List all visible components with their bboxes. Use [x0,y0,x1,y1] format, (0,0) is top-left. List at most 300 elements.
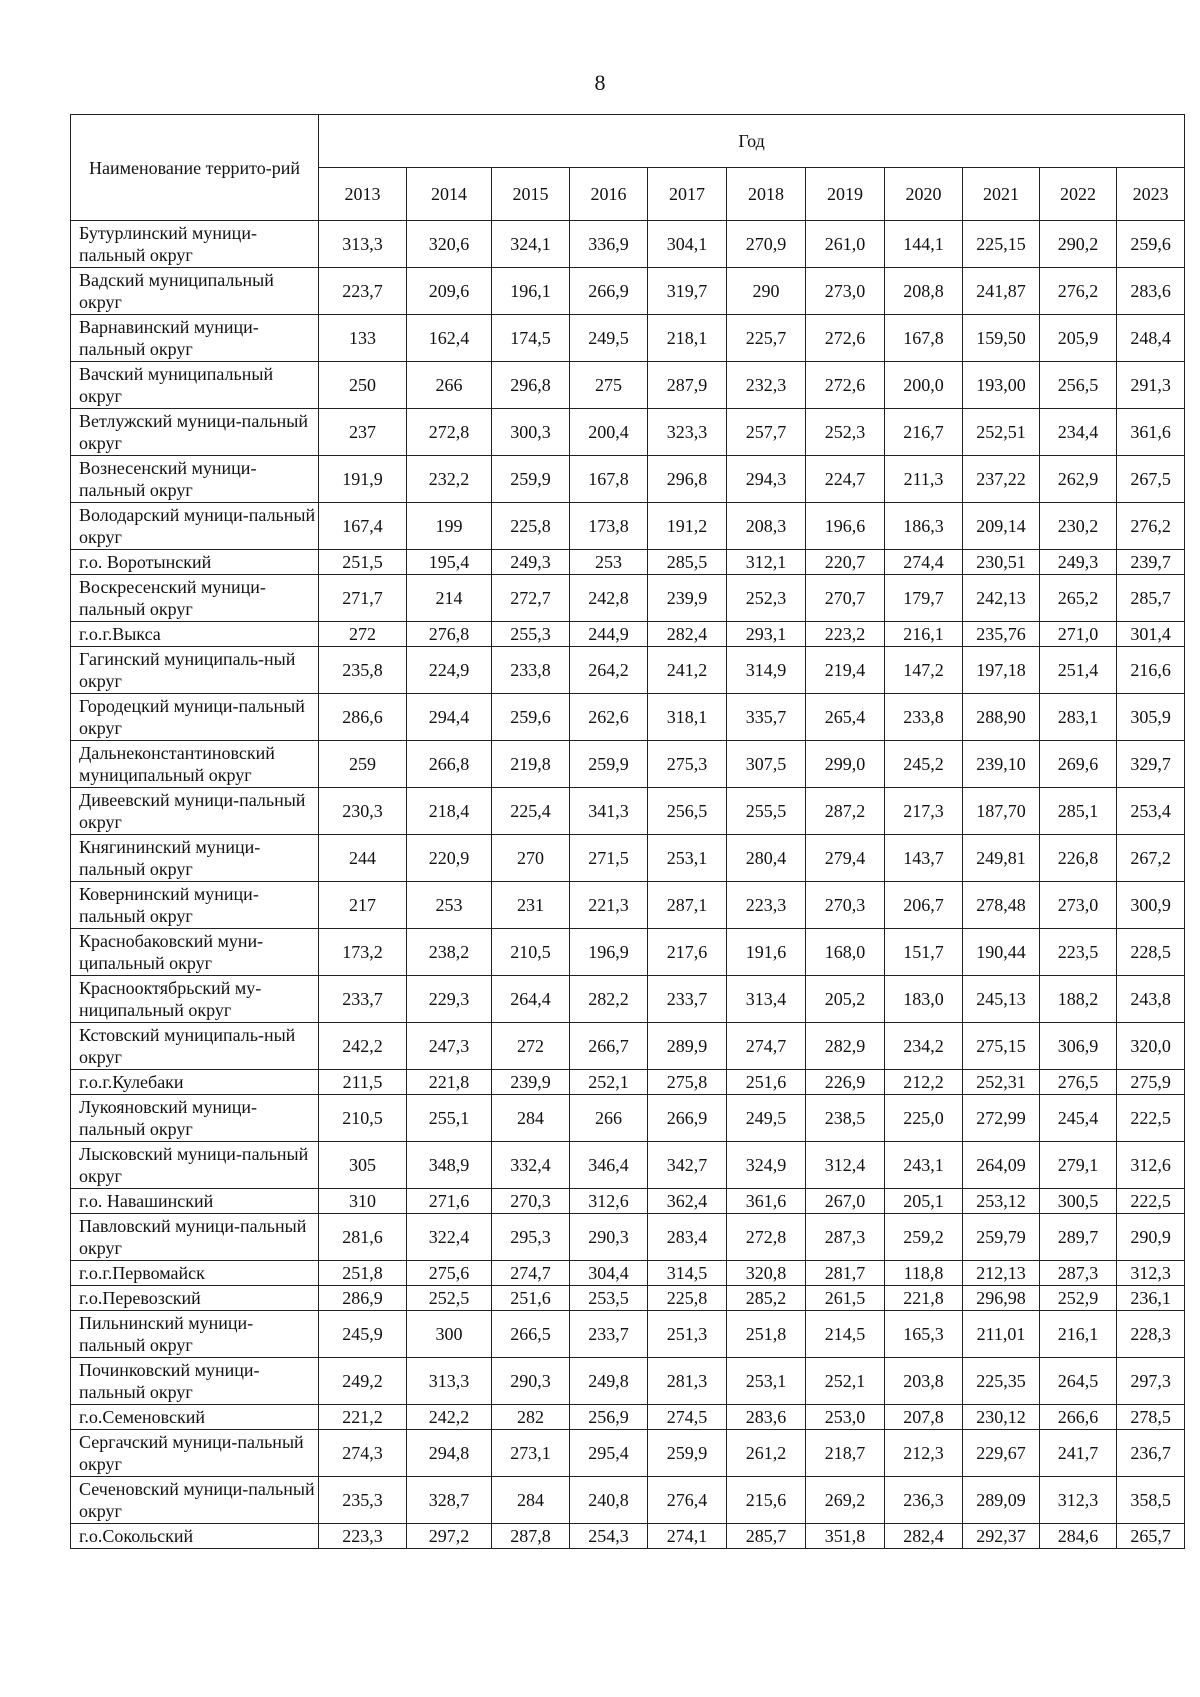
value-cell-2022: 289,7 [1040,1214,1117,1261]
table-row [71,1430,1185,1477]
value-cell-2021: 225,35 [963,1358,1040,1405]
value-cell-2019: 273,0 [806,268,885,315]
value-cell-2013: 167,4 [319,503,407,550]
value-cell-2015: 295,3 [492,1214,570,1261]
value-cell-2017: 256,5 [648,788,727,835]
value-cell-2014: 271,6 [407,1189,492,1214]
territory-name: Бутурлинский муници-пальный округ [71,221,319,268]
value-cell-2015: 239,9 [492,1070,570,1095]
value-cell-2015: 210,5 [492,929,570,976]
value-cell-2016: 336,9 [570,221,648,268]
value-cell-2015: 259,6 [492,694,570,741]
value-cell-2016: 249,5 [570,315,648,362]
value-cell-2017: 274,5 [648,1405,727,1430]
value-cell-2021: 275,15 [963,1023,1040,1070]
value-cell-2015: 270 [492,835,570,882]
territory-name: Лысковский муници-пальный округ [71,1142,319,1189]
value-cell-2013: 313,3 [319,221,407,268]
value-cell-2013: 191,9 [319,456,407,503]
value-cell-2015: 290,3 [492,1358,570,1405]
value-cell-2013: 286,6 [319,694,407,741]
value-cell-2014: 266 [407,362,492,409]
value-cell-2016: 233,7 [570,1311,648,1358]
table-row [71,362,1185,409]
value-cell-2021: 237,22 [963,456,1040,503]
value-cell-2017: 318,1 [648,694,727,741]
value-cell-2016: 266,7 [570,1023,648,1070]
year-header-2022: 2022 [1040,168,1117,221]
table-row [71,221,1185,268]
table-row [71,788,1185,835]
table-row [71,315,1185,362]
value-cell-2018: 255,5 [727,788,806,835]
value-cell-2018: 215,6 [727,1477,806,1524]
value-cell-2013: 245,9 [319,1311,407,1358]
territory-name: Починковский муници-пальный округ [71,1358,319,1405]
territory-name: Городецкий муници-пальный округ [71,694,319,741]
value-cell-2016: 242,8 [570,575,648,622]
value-cell-2015: 287,8 [492,1524,570,1549]
value-cell-2023: 285,7 [1117,575,1185,622]
value-cell-2017: 287,1 [648,882,727,929]
value-cell-2014: 252,5 [407,1286,492,1311]
value-cell-2016: 295,4 [570,1430,648,1477]
value-cell-2020: 234,2 [885,1023,963,1070]
value-cell-2018: 294,3 [727,456,806,503]
value-cell-2015: 251,6 [492,1286,570,1311]
value-cell-2018: 223,3 [727,882,806,929]
value-cell-2018: 232,3 [727,362,806,409]
value-cell-2018: 290 [727,268,806,315]
value-cell-2021: 252,31 [963,1070,1040,1095]
value-cell-2014: 247,3 [407,1023,492,1070]
value-cell-2018: 249,5 [727,1095,806,1142]
value-cell-2021: 225,15 [963,221,1040,268]
value-cell-2016: 259,9 [570,741,648,788]
value-cell-2016: 173,8 [570,503,648,550]
value-cell-2019: 287,2 [806,788,885,835]
year-header-2015: 2015 [492,168,570,221]
value-cell-2022: 279,1 [1040,1142,1117,1189]
table-row [71,929,1185,976]
value-cell-2023: 275,9 [1117,1070,1185,1095]
territory-name: Вознесенский муници-пальный округ [71,456,319,503]
value-cell-2015: 296,8 [492,362,570,409]
value-cell-2015: 272,7 [492,575,570,622]
value-cell-2013: 235,3 [319,1477,407,1524]
value-cell-2013: 217 [319,882,407,929]
value-cell-2023: 236,7 [1117,1430,1185,1477]
value-cell-2013: 211,5 [319,1070,407,1095]
value-cell-2022: 269,6 [1040,741,1117,788]
territory-name: г.о.Сокольский [71,1524,319,1549]
value-cell-2013: 133 [319,315,407,362]
territory-name: г.о.Перевозский [71,1286,319,1311]
value-cell-2017: 287,9 [648,362,727,409]
value-cell-2013: 286,9 [319,1286,407,1311]
value-cell-2021: 278,48 [963,882,1040,929]
value-cell-2016: 266 [570,1095,648,1142]
value-cell-2017: 362,4 [648,1189,727,1214]
territory-name: Ветлужский муници-пальный округ [71,409,319,456]
value-cell-2016: 244,9 [570,622,648,647]
table-row [71,456,1185,503]
table-row [71,647,1185,694]
value-cell-2017: 314,5 [648,1261,727,1286]
value-cell-2019: 281,7 [806,1261,885,1286]
value-cell-2013: 230,3 [319,788,407,835]
value-cell-2016: 346,4 [570,1142,648,1189]
value-cell-2019: 312,4 [806,1142,885,1189]
value-cell-2014: 275,6 [407,1261,492,1286]
value-cell-2018: 285,7 [727,1524,806,1549]
value-cell-2016: 200,4 [570,409,648,456]
value-cell-2019: 270,7 [806,575,885,622]
value-cell-2019: 238,5 [806,1095,885,1142]
value-cell-2020: 233,8 [885,694,963,741]
value-cell-2021: 253,12 [963,1189,1040,1214]
year-header-2017: 2017 [648,168,727,221]
value-cell-2020: 118,8 [885,1261,963,1286]
value-cell-2018: 191,6 [727,929,806,976]
value-cell-2021: 230,12 [963,1405,1040,1430]
value-cell-2015: 300,3 [492,409,570,456]
value-cell-2020: 212,2 [885,1070,963,1095]
value-cell-2018: 312,1 [727,550,806,575]
value-cell-2014: 266,8 [407,741,492,788]
table-row [71,575,1185,622]
value-cell-2018: 280,4 [727,835,806,882]
value-cell-2020: 225,0 [885,1095,963,1142]
value-cell-2015: 284 [492,1477,570,1524]
value-cell-2019: 223,2 [806,622,885,647]
territory-name: Кстовский муниципаль-ный округ [71,1023,319,1070]
value-cell-2016: 341,3 [570,788,648,835]
value-cell-2013: 251,8 [319,1261,407,1286]
value-cell-2015: 233,8 [492,647,570,694]
value-cell-2014: 297,2 [407,1524,492,1549]
value-cell-2018: 252,3 [727,575,806,622]
value-cell-2016: 312,6 [570,1189,648,1214]
table-row [71,409,1185,456]
territory-name: Дивеевский муници-пальный округ [71,788,319,835]
territory-name: Пильнинский муници-пальный округ [71,1311,319,1358]
value-cell-2021: 190,44 [963,929,1040,976]
value-cell-2023: 291,3 [1117,362,1185,409]
value-cell-2023: 276,2 [1117,503,1185,550]
value-cell-2014: 209,6 [407,268,492,315]
value-cell-2015: 274,7 [492,1261,570,1286]
value-cell-2020: 221,8 [885,1286,963,1311]
value-cell-2021: 259,79 [963,1214,1040,1261]
value-cell-2018: 208,3 [727,503,806,550]
table-row [71,1477,1185,1524]
value-cell-2016: 275 [570,362,648,409]
value-cell-2014: 224,9 [407,647,492,694]
value-cell-2022: 290,2 [1040,221,1117,268]
value-cell-2015: 225,4 [492,788,570,835]
value-cell-2021: 252,51 [963,409,1040,456]
value-cell-2013: 249,2 [319,1358,407,1405]
value-cell-2022: 256,5 [1040,362,1117,409]
value-cell-2019: 267,0 [806,1189,885,1214]
value-cell-2014: 238,2 [407,929,492,976]
value-cell-2018: 272,8 [727,1214,806,1261]
value-cell-2016: 264,2 [570,647,648,694]
value-cell-2013: 223,3 [319,1524,407,1549]
value-cell-2019: 219,4 [806,647,885,694]
territory-name: Сеченовский муници-пальный округ [71,1477,319,1524]
value-cell-2017: 304,1 [648,221,727,268]
value-cell-2018: 261,2 [727,1430,806,1477]
value-cell-2020: 165,3 [885,1311,963,1358]
value-cell-2023: 259,6 [1117,221,1185,268]
table-row [71,1214,1185,1261]
value-cell-2017: 225,8 [648,1286,727,1311]
value-cell-2022: 245,4 [1040,1095,1117,1142]
territory-name: Краснооктябрьский му-ниципальный округ [71,976,319,1023]
value-cell-2020: 183,0 [885,976,963,1023]
value-cell-2021: 187,70 [963,788,1040,835]
value-cell-2014: 242,2 [407,1405,492,1430]
value-cell-2020: 144,1 [885,221,963,268]
value-cell-2023: 248,4 [1117,315,1185,362]
table-row [71,1524,1185,1549]
value-cell-2023: 361,6 [1117,409,1185,456]
territory-name: г.о. Навашинский [71,1189,319,1214]
year-header-2021: 2021 [963,168,1040,221]
value-cell-2019: 168,0 [806,929,885,976]
value-cell-2018: 253,1 [727,1358,806,1405]
value-cell-2022: 271,0 [1040,622,1117,647]
value-cell-2020: 216,7 [885,409,963,456]
table-row [71,550,1185,575]
value-cell-2020: 211,3 [885,456,963,503]
year-header-2020: 2020 [885,168,963,221]
value-cell-2020: 274,4 [885,550,963,575]
value-cell-2020: 212,3 [885,1430,963,1477]
value-cell-2014: 294,4 [407,694,492,741]
value-cell-2018: 285,2 [727,1286,806,1311]
value-cell-2016: 252,1 [570,1070,648,1095]
value-cell-2019: 224,7 [806,456,885,503]
value-cell-2017: 266,9 [648,1095,727,1142]
value-cell-2015: 284 [492,1095,570,1142]
value-cell-2020: 206,7 [885,882,963,929]
table-row [71,1358,1185,1405]
table-row [71,1405,1185,1430]
value-cell-2014: 232,2 [407,456,492,503]
value-cell-2014: 322,4 [407,1214,492,1261]
value-cell-2020: 207,8 [885,1405,963,1430]
table-row [71,503,1185,550]
value-cell-2016: 290,3 [570,1214,648,1261]
value-cell-2013: 251,5 [319,550,407,575]
value-cell-2019: 269,2 [806,1477,885,1524]
territory-name: г.о.Семеновский [71,1405,319,1430]
value-cell-2022: 223,5 [1040,929,1117,976]
value-cell-2023: 278,5 [1117,1405,1185,1430]
territory-name: г.о.г.Выкса [71,622,319,647]
value-cell-2017: 253,1 [648,835,727,882]
value-cell-2014: 348,9 [407,1142,492,1189]
value-cell-2018: 314,9 [727,647,806,694]
value-cell-2022: 230,2 [1040,503,1117,550]
value-cell-2017: 275,8 [648,1070,727,1095]
value-cell-2016: 304,4 [570,1261,648,1286]
value-cell-2022: 273,0 [1040,882,1117,929]
table-row [71,268,1185,315]
value-cell-2021: 211,01 [963,1311,1040,1358]
value-cell-2021: 229,67 [963,1430,1040,1477]
value-cell-2015: 264,4 [492,976,570,1023]
value-cell-2018: 274,7 [727,1023,806,1070]
value-cell-2021: 292,37 [963,1524,1040,1549]
value-cell-2021: 209,14 [963,503,1040,550]
value-cell-2020: 243,1 [885,1142,963,1189]
table-row [71,1023,1185,1070]
value-cell-2020: 217,3 [885,788,963,835]
value-cell-2019: 252,3 [806,409,885,456]
value-cell-2022: 276,2 [1040,268,1117,315]
value-cell-2017: 218,1 [648,315,727,362]
value-cell-2022: 264,5 [1040,1358,1117,1405]
value-cell-2014: 195,4 [407,550,492,575]
value-cell-2021: 241,87 [963,268,1040,315]
value-cell-2017: 281,3 [648,1358,727,1405]
value-cell-2022: 306,9 [1040,1023,1117,1070]
value-cell-2020: 200,0 [885,362,963,409]
value-cell-2022: 241,7 [1040,1430,1117,1477]
value-cell-2014: 218,4 [407,788,492,835]
territory-name: Павловский муници-пальный округ [71,1214,319,1261]
value-cell-2023: 267,2 [1117,835,1185,882]
value-cell-2016: 221,3 [570,882,648,929]
value-cell-2020: 216,1 [885,622,963,647]
table-row [71,1142,1185,1189]
table-body [71,221,1185,1549]
table-row [71,835,1185,882]
value-cell-2023: 301,4 [1117,622,1185,647]
value-cell-2013: 259 [319,741,407,788]
territory-name: Володарский муници-пальный округ [71,503,319,550]
table-row [71,1261,1185,1286]
value-cell-2019: 272,6 [806,315,885,362]
value-cell-2016: 249,8 [570,1358,648,1405]
value-cell-2019: 351,8 [806,1524,885,1549]
value-cell-2023: 253,4 [1117,788,1185,835]
value-cell-2018: 251,8 [727,1311,806,1358]
value-cell-2023: 222,5 [1117,1095,1185,1142]
table-row [71,1189,1185,1214]
value-cell-2021: 288,90 [963,694,1040,741]
value-cell-2014: 276,8 [407,622,492,647]
value-cell-2019: 282,9 [806,1023,885,1070]
value-cell-2014: 300 [407,1311,492,1358]
value-cell-2018: 293,1 [727,622,806,647]
value-cell-2019: 287,3 [806,1214,885,1261]
value-cell-2020: 151,7 [885,929,963,976]
territory-name: Княгининский муници-пальный округ [71,835,319,882]
value-cell-2020: 236,3 [885,1477,963,1524]
table-row [71,741,1185,788]
value-cell-2018: 307,5 [727,741,806,788]
value-cell-2021: 193,00 [963,362,1040,409]
value-cell-2015: 249,3 [492,550,570,575]
value-cell-2023: 243,8 [1117,976,1185,1023]
territory-name: Гагинский муниципаль-ный округ [71,647,319,694]
value-cell-2019: 205,2 [806,976,885,1023]
value-cell-2013: 272 [319,622,407,647]
value-cell-2023: 290,9 [1117,1214,1185,1261]
value-cell-2022: 285,1 [1040,788,1117,835]
value-cell-2015: 270,3 [492,1189,570,1214]
value-cell-2021: 159,50 [963,315,1040,362]
value-cell-2016: 167,8 [570,456,648,503]
value-cell-2018: 313,4 [727,976,806,1023]
value-cell-2016: 254,3 [570,1524,648,1549]
value-cell-2023: 329,7 [1117,741,1185,788]
value-cell-2017: 239,9 [648,575,727,622]
table-row [71,1286,1185,1311]
value-cell-2015: 255,3 [492,622,570,647]
value-cell-2013: 242,2 [319,1023,407,1070]
value-cell-2019: 270,3 [806,882,885,929]
value-cell-2023: 305,9 [1117,694,1185,741]
year-header-2014: 2014 [407,168,492,221]
value-cell-2021: 272,99 [963,1095,1040,1142]
value-cell-2019: 261,0 [806,221,885,268]
year-group-header: Год [319,115,1185,168]
value-cell-2014: 220,9 [407,835,492,882]
territory-name: Вадский муниципальный округ [71,268,319,315]
value-cell-2016: 240,8 [570,1477,648,1524]
value-cell-2020: 208,8 [885,268,963,315]
value-cell-2019: 253,0 [806,1405,885,1430]
table-row [71,882,1185,929]
value-cell-2014: 313,3 [407,1358,492,1405]
value-cell-2021: 264,09 [963,1142,1040,1189]
value-cell-2018: 283,6 [727,1405,806,1430]
value-cell-2021: 242,13 [963,575,1040,622]
value-cell-2022: 265,2 [1040,575,1117,622]
value-cell-2018: 251,6 [727,1070,806,1095]
territory-name: Лукояновский муници-пальный округ [71,1095,319,1142]
value-cell-2022: 266,6 [1040,1405,1117,1430]
value-cell-2023: 236,1 [1117,1286,1185,1311]
value-cell-2023: 267,5 [1117,456,1185,503]
territory-name: Сергачский муници-пальный округ [71,1430,319,1477]
value-cell-2017: 251,3 [648,1311,727,1358]
value-cell-2022: 262,9 [1040,456,1117,503]
value-cell-2015: 272 [492,1023,570,1070]
value-cell-2013: 233,7 [319,976,407,1023]
value-cell-2021: 212,13 [963,1261,1040,1286]
value-cell-2018: 324,9 [727,1142,806,1189]
value-cell-2017: 274,1 [648,1524,727,1549]
value-cell-2017: 233,7 [648,976,727,1023]
value-cell-2013: 305 [319,1142,407,1189]
value-cell-2015: 332,4 [492,1142,570,1189]
value-cell-2017: 259,9 [648,1430,727,1477]
value-cell-2017: 275,3 [648,741,727,788]
value-cell-2022: 287,3 [1040,1261,1117,1286]
value-cell-2022: 251,4 [1040,647,1117,694]
data-table [70,114,1185,1549]
value-cell-2017: 285,5 [648,550,727,575]
page-number: 8 [594,70,606,95]
value-cell-2013: 210,5 [319,1095,407,1142]
